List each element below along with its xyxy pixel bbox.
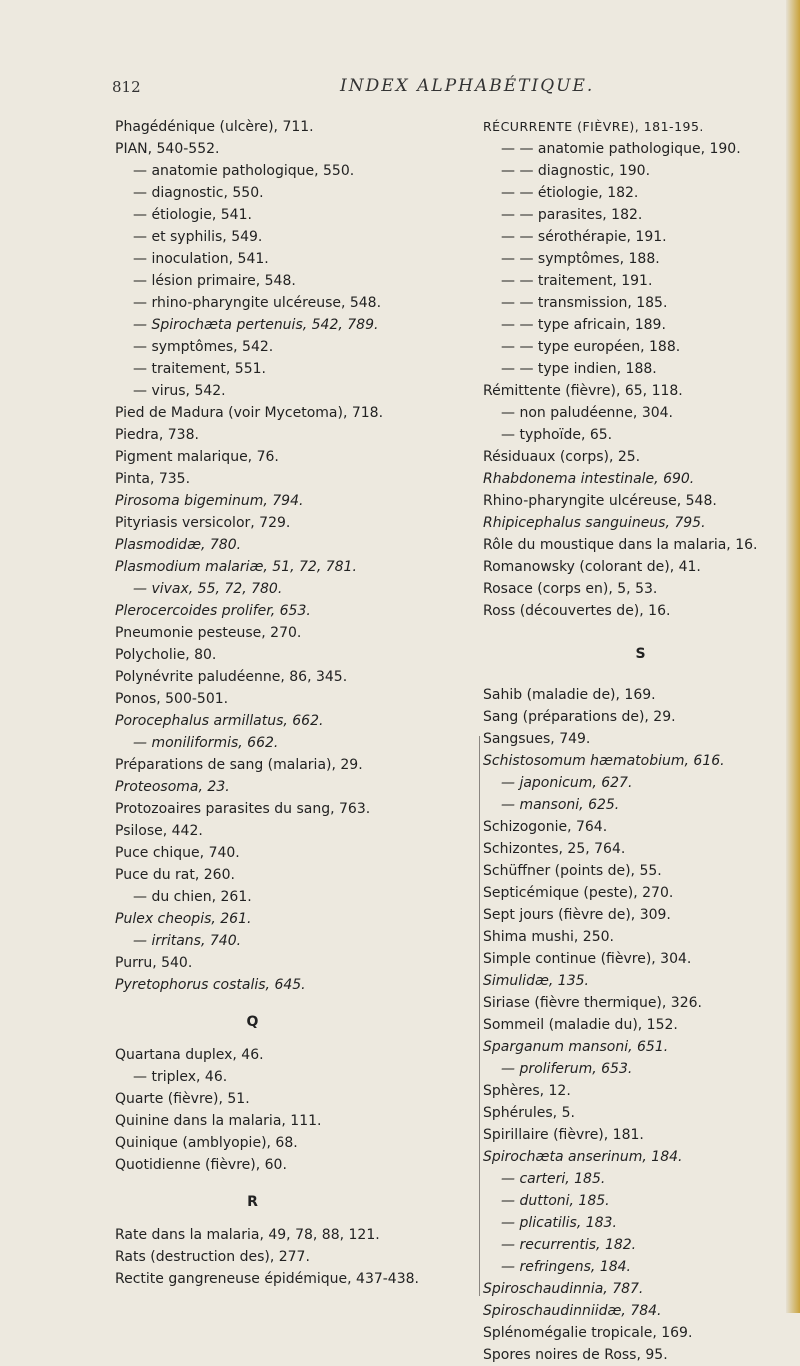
index-entry: — non paludéenne, 304. [501,405,673,421]
index-entry: Siriase (fièvre thermique), 326. [483,995,702,1011]
page-header [0,74,800,104]
index-entry: — Spirochæta pertenuis, 542, 789. [133,317,379,333]
index-entry: — proliferum, 653. [501,1061,633,1077]
index-entry: Schüffner (points de), 55. [483,863,662,879]
index-entry: Porocephalus armillatus, 662. [115,713,324,729]
index-entry: Spores noires de Ross, 95. [483,1347,668,1363]
index-entry: Piedra, 738. [115,427,199,443]
index-entry: — — type européen, 188. [501,339,681,355]
index-entry: — symptômes, 542. [133,339,274,355]
index-entry: Pirosoma bigeminum, 794. [115,493,304,509]
index-entry: Sphérules, 5. [483,1105,575,1121]
index-entry: — irritans, 740. [133,933,242,949]
index-entry: Plasmodidæ, 780. [115,537,242,553]
index-entry: Résiduaux (corps), 25. [483,449,641,465]
index-entry: Schizogonie, 764. [483,819,608,835]
index-entry: Pinta, 735. [115,471,191,487]
index-entry: Schistosomum hæmatobium, 616. [483,753,725,769]
index-entry: — refringens, 184. [501,1259,632,1275]
index-entry: — triplex, 46. [133,1069,228,1085]
index-entry: Préparations de sang (malaria), 29. [115,757,363,773]
index-entry: — diagnostic, 550. [133,185,264,201]
index-entry: Puce du rat, 260. [115,867,235,883]
index-entry: — virus, 542. [133,383,226,399]
index-entry: Rhino-pharyngite ulcéreuse, 548. [483,493,717,509]
index-entry: Rate dans la malaria, 49, 78, 88, 121. [115,1227,380,1243]
index-entry: — anatomie pathologique, 550. [133,163,355,179]
index-entry: Sommeil (maladie du), 152. [483,1017,678,1033]
entries-r [115,1224,419,1290]
index-entry: Spiroschaudinniidæ, 784. [483,1303,662,1319]
index-entry: RÉCURRENTE (FIÈVRE), 181-195. [483,119,704,134]
index-entry: — — type indien, 188. [501,361,657,377]
index-entry: Spirillaire (fièvre), 181. [483,1127,644,1143]
entries-r-continued [483,116,798,622]
index-entry: Spiroschaudinnia, 787. [483,1281,644,1297]
index-entry: Quotidienne (fièvre), 60. [115,1157,287,1173]
index-entry: — moniliformis, 662. [133,735,279,751]
index-entry: Romanowsky (colorant de), 41. [483,559,701,575]
section-letter-r: R [247,1194,258,1210]
running-title: INDEX ALPHABÉTIQUE. [340,76,595,96]
index-entry: Quinique (amblyopie), 68. [115,1135,298,1151]
entries-s [483,684,798,1366]
index-entry: Shima mushi, 250. [483,929,614,945]
index-entry: Sangsues, 749. [483,731,591,747]
index-entry: Polycholie, 80. [115,647,217,663]
page-edge [786,0,800,1313]
index-entry: — recurrentis, 182. [501,1237,637,1253]
index-entry: Sang (préparations de), 29. [483,709,676,725]
index-entry: — carteri, 185. [501,1171,606,1187]
index-entry: Rosace (corps en), 5, 53. [483,581,658,597]
index-entry: Splénomégalie tropicale, 169. [483,1325,693,1341]
index-entry: — du chien, 261. [133,889,252,905]
index-entry: — et syphilis, 549. [133,229,263,245]
index-entry: Rats (destruction des), 277. [115,1249,310,1265]
index-entry: Psilose, 442. [115,823,203,839]
index-entry: Ross (découvertes de), 16. [483,603,671,619]
index-entry: — — traitement, 191. [501,273,653,289]
index-entry: Ponos, 500-501. [115,691,229,707]
index-entry: Schizontes, 25, 764. [483,841,626,857]
index-entry: Spirochæta anserinum, 184. [483,1149,683,1165]
index-entry: — étiologie, 541. [133,207,252,223]
index-entry: Pyretophorus costalis, 645. [115,977,306,993]
index-entry: — typhoïde, 65. [501,427,613,443]
index-entry: — lésion primaire, 548. [133,273,296,289]
index-entry: Pulex cheopis, 261. [115,911,252,927]
index-entry: Simulidæ, 135. [483,973,589,989]
index-entry: — — sérothérapie, 191. [501,229,667,245]
index-entry: — — transmission, 185. [501,295,668,311]
index-entry: Puce chique, 740. [115,845,240,861]
index-entry: Quarte (fièvre), 51. [115,1091,250,1107]
index-entry: Pneumonie pesteuse, 270. [115,625,302,641]
index-entry: Purru, 540. [115,955,193,971]
index-entry: Rectite gangreneuse épidémique, 437-438. [115,1271,419,1287]
index-entry: — japonicum, 627. [501,775,633,791]
right-column [483,116,798,1366]
index-entry: Sahib (maladie de), 169. [483,687,656,703]
page-number: 812 [112,78,141,96]
index-entry: Sphères, 12. [483,1083,571,1099]
column-divider [479,736,480,1296]
index-entry: Rhipicephalus sanguineus, 795. [483,515,706,531]
section-letter-q: Q [246,1014,259,1030]
index-entry: Protozoaires parasites du sang, 763. [115,801,371,817]
index-entry: Pigment malarique, 76. [115,449,279,465]
index-entry: Sparganum mansoni, 651. [483,1039,669,1055]
section-letter-s: S [635,646,646,662]
index-entry: — plicatilis, 183. [501,1215,617,1231]
index-entry: — — parasites, 182. [501,207,643,223]
index-entry: Rôle du moustique dans la malaria, 16. [483,537,758,553]
index-entry: — traitement, 551. [133,361,266,377]
index-entry: Rhabdonema intestinale, 690. [483,471,695,487]
index-entry: Phagédénique (ulcère), 711. [115,119,314,135]
index-entry: — — type africain, 189. [501,317,666,333]
index-entry: Rémittente (fièvre), 65, 118. [483,383,683,399]
index-entry: — — symptômes, 188. [501,251,660,267]
index-entry: Polynévrite paludéenne, 86, 345. [115,669,348,685]
index-entry: Pied de Madura (voir Mycetoma), 718. [115,405,384,421]
index-entry: Simple continue (fièvre), 304. [483,951,692,967]
left-column [115,116,419,1290]
index-entry: Pityriasis versicolor, 729. [115,515,291,531]
index-entry: Quartana duplex, 46. [115,1047,264,1063]
index-entry: — rhino-pharyngite ulcéreuse, 548. [133,295,382,311]
index-entry: PIAN, 540-552. [115,141,220,157]
index-entry: Quinine dans la malaria, 111. [115,1113,322,1129]
index-entry: — mansoni, 625. [501,797,620,813]
index-entry: Plasmodium malariæ, 51, 72, 781. [115,559,357,575]
entries-p [115,116,390,996]
index-entry: — — diagnostic, 190. [501,163,651,179]
index-entry: — — étiologie, 182. [501,185,639,201]
entries-q [115,1044,390,1176]
index-entry: — inoculation, 541. [133,251,269,267]
index-entry: Sept jours (fièvre de), 309. [483,907,671,923]
index-entry: — duttoni, 185. [501,1193,610,1209]
index-entry: — vivax, 55, 72, 780. [133,581,283,597]
index-entry: Septicémique (peste), 270. [483,885,674,901]
index-entry: — — anatomie pathologique, 190. [501,141,741,157]
index-entry: Proteosoma, 23. [115,779,230,795]
index-entry: Plerocercoides prolifer, 653. [115,603,311,619]
